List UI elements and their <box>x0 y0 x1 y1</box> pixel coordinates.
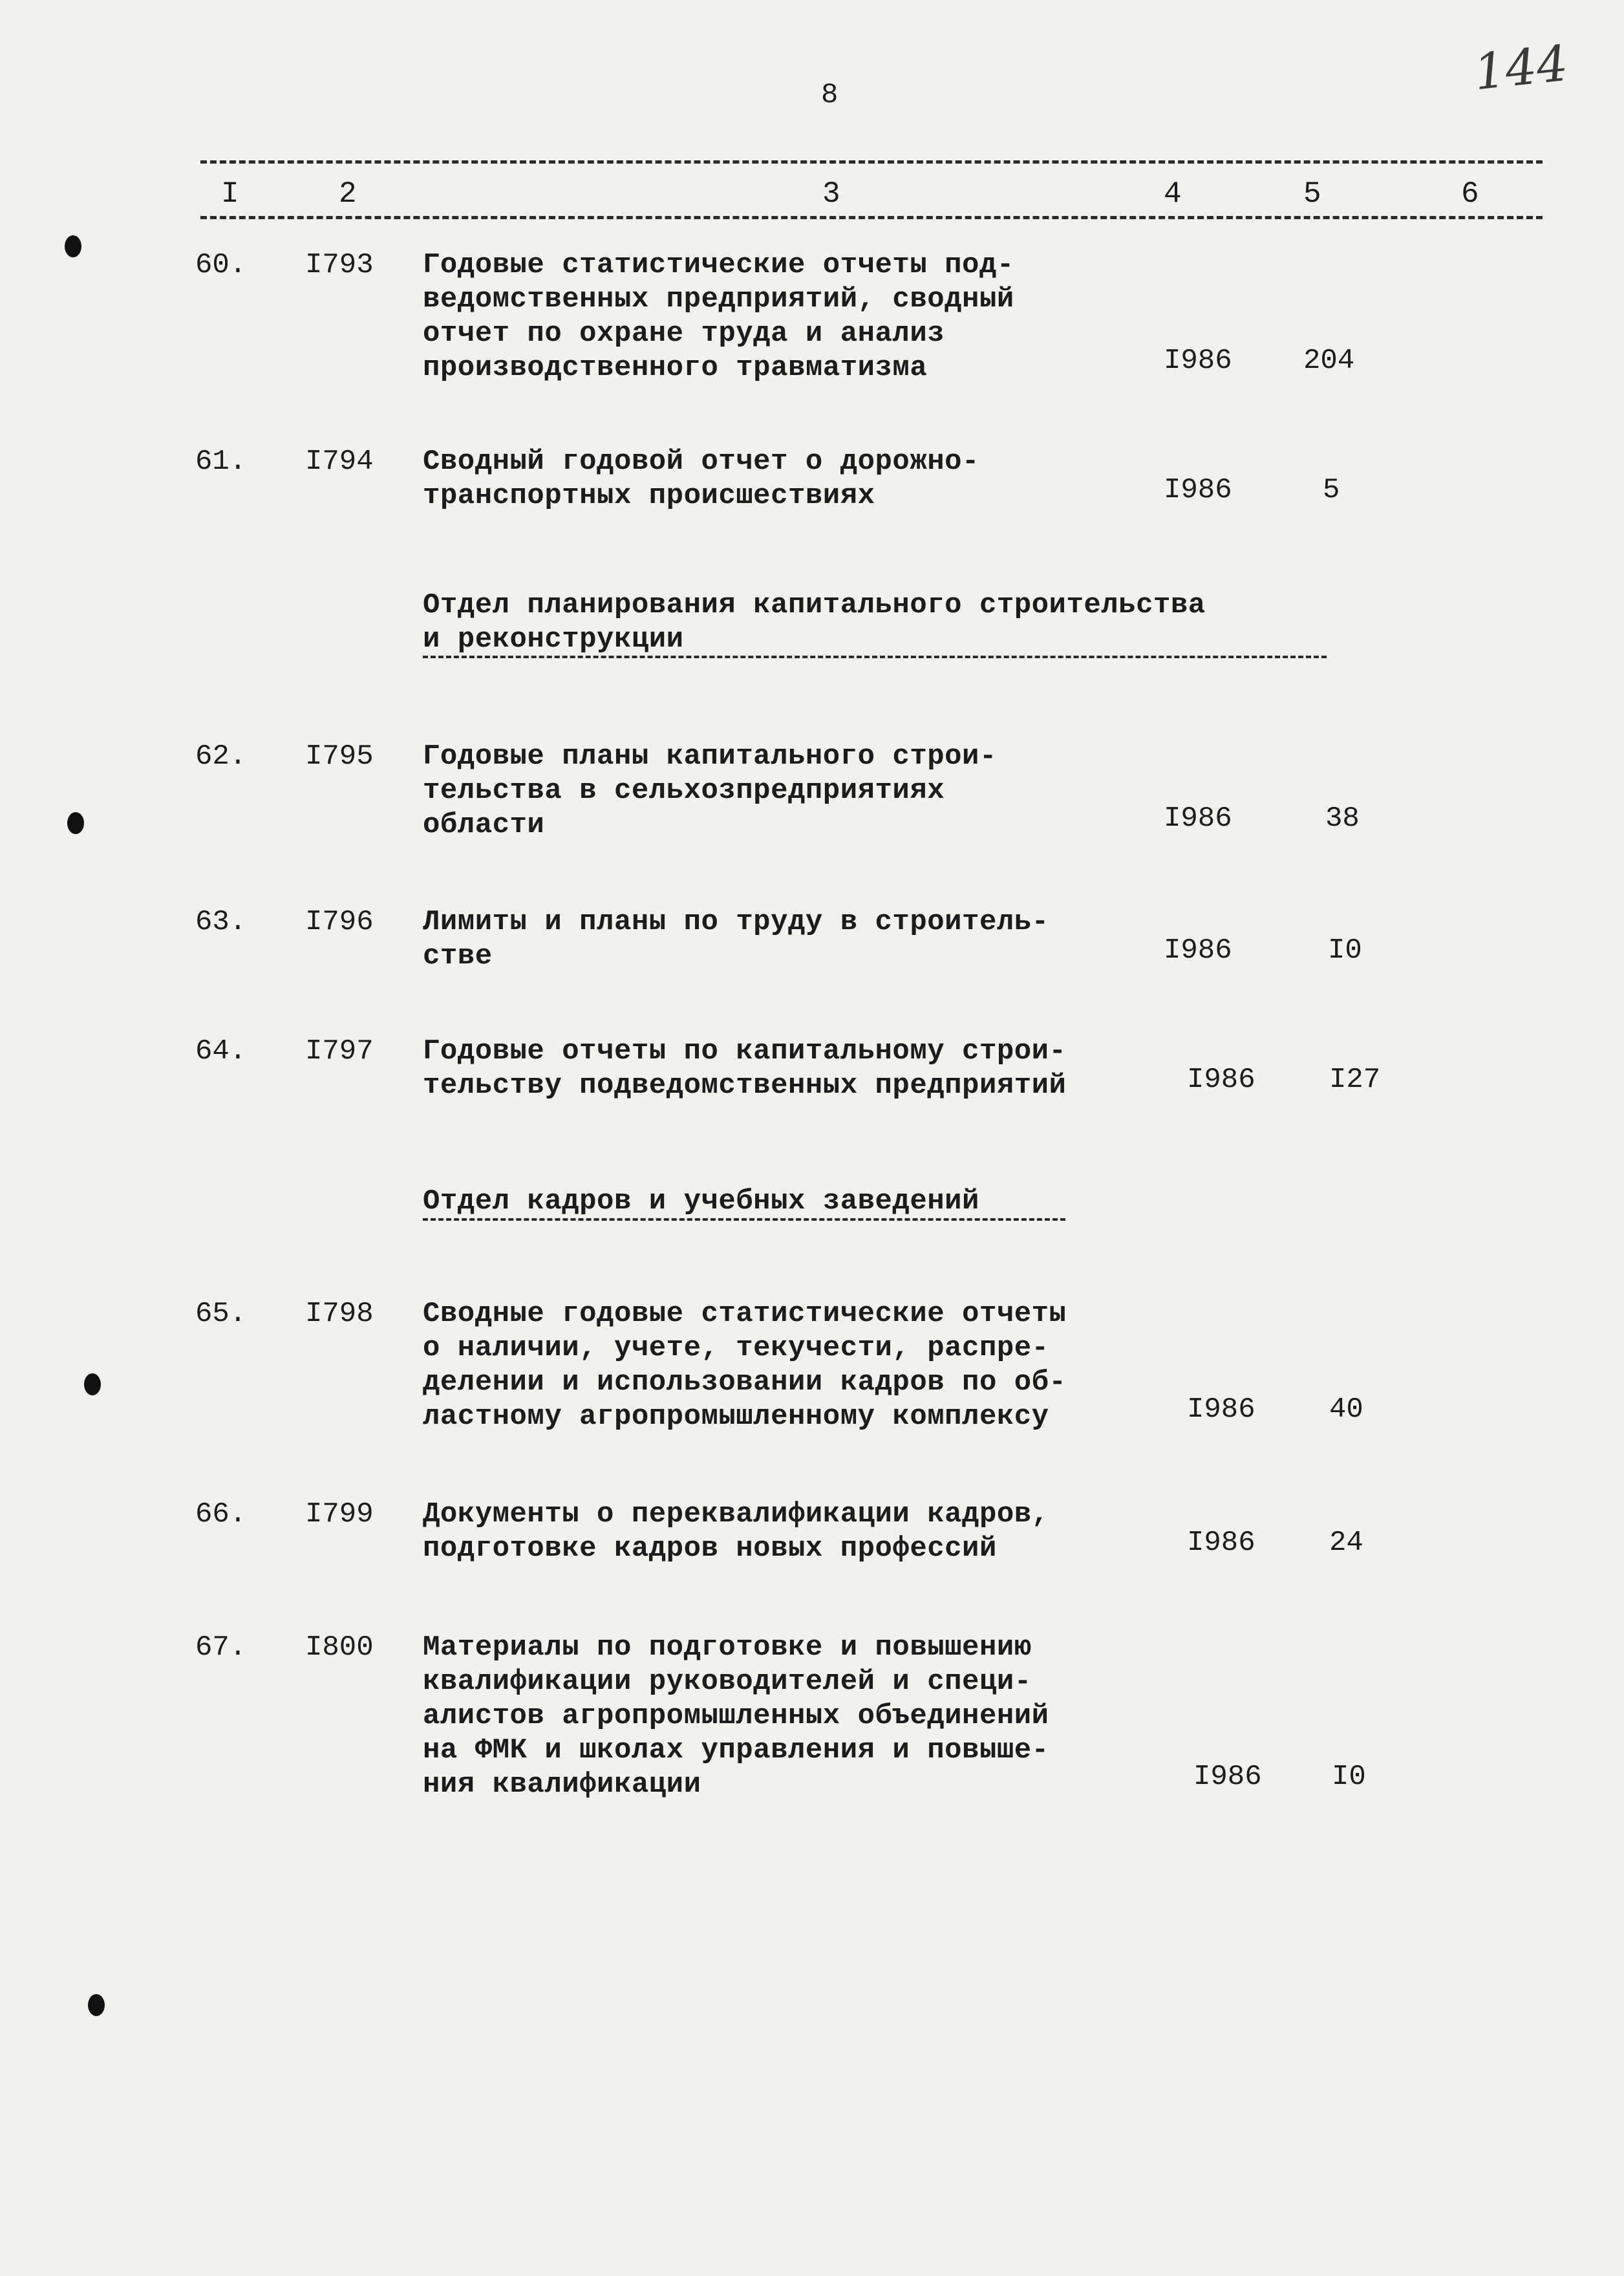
entry-code: I800 <box>305 1631 374 1664</box>
entry-code: I796 <box>305 906 374 938</box>
entry-year: I986 <box>1187 1527 1255 1559</box>
section-heading-personnel: Отдел кадров и учебных заведений <box>423 1185 979 1218</box>
page-number: 8 <box>821 79 839 111</box>
column-header-3: 3 <box>822 177 840 211</box>
entry-code: I797 <box>305 1035 374 1068</box>
punch-hole <box>88 1994 105 2016</box>
entry-description: Годовые планы капитального строи- тельства в сельхозпредприятиях области <box>423 740 997 841</box>
entry-number: 64. <box>195 1035 247 1068</box>
entry-count: 40 <box>1329 1393 1363 1426</box>
entry-number: 62. <box>195 740 247 773</box>
punch-hole <box>84 1373 101 1395</box>
entry-year: I986 <box>1187 1393 1255 1426</box>
entry-year: I986 <box>1164 934 1232 967</box>
entry-year: I986 <box>1164 474 1232 506</box>
entry-code: I798 <box>305 1298 374 1330</box>
section-underline <box>423 1218 1065 1221</box>
entry-number: 67. <box>195 1631 247 1664</box>
column-header-4: 4 <box>1164 177 1182 211</box>
archive-number: 144 <box>1471 34 1571 102</box>
entry-number: 60. <box>195 249 247 281</box>
entry-number: 66. <box>195 1498 247 1530</box>
entry-year: I986 <box>1164 802 1232 835</box>
punch-hole <box>65 235 81 257</box>
entry-count: 5 <box>1323 474 1340 506</box>
entry-code: I794 <box>305 446 374 478</box>
column-header-1: I <box>221 177 239 211</box>
entry-description: Годовые отчеты по капитальному строи- тельству подведомственных предприятий <box>423 1035 1067 1102</box>
entry-count: 38 <box>1325 802 1360 835</box>
header-rule-top <box>200 160 1543 164</box>
entry-description: Сводный годовой отчет о дорожно- транспортных происшествиях <box>423 446 979 512</box>
entry-code: I799 <box>305 1498 374 1530</box>
entry-description: Документы о переквалификации кадров, подготовке кадров новых профессий <box>423 1498 1049 1565</box>
entry-year: I986 <box>1187 1064 1255 1096</box>
entry-year: I986 <box>1193 1761 1262 1793</box>
entry-number: 63. <box>195 906 247 938</box>
entry-description: Материалы по подготовке и повышению квалификации руководителей и специ- алистов агропромышленных объединений на ФМК и школах управления и повыше- ния квалификации <box>423 1631 1049 1801</box>
entry-count: 24 <box>1329 1527 1363 1559</box>
entry-count: I27 <box>1329 1064 1381 1096</box>
column-header-6: 6 <box>1461 177 1479 211</box>
section-underline <box>423 656 1327 658</box>
punch-hole <box>67 812 84 834</box>
entry-count: I0 <box>1332 1761 1366 1793</box>
header-rule-bottom <box>200 216 1543 219</box>
entry-description: Лимиты и планы по труду в строитель- стве <box>423 906 1049 972</box>
entry-count: I0 <box>1328 934 1362 967</box>
entry-code: I795 <box>305 740 374 773</box>
entry-number: 65. <box>195 1298 247 1330</box>
entry-year: I986 <box>1164 345 1232 377</box>
column-header-2: 2 <box>339 177 357 211</box>
entry-count: 204 <box>1303 345 1355 377</box>
entry-description: Сводные годовые статистические отчеты о наличии, учете, текучести, распре- делении и использовании кадров по об- ластному агропромышленному комплексу <box>423 1298 1067 1433</box>
column-header-5: 5 <box>1303 177 1321 211</box>
entry-code: I793 <box>305 249 374 281</box>
entry-number: 61. <box>195 446 247 478</box>
entry-description: Годовые статистические отчеты под- ведомственных предприятий, сводный отчет по охране труда и анализ производственного травматизма <box>423 249 1014 384</box>
section-heading-capital-construction: Отдел планирования капитального строительства и реконструкции <box>423 589 1206 656</box>
